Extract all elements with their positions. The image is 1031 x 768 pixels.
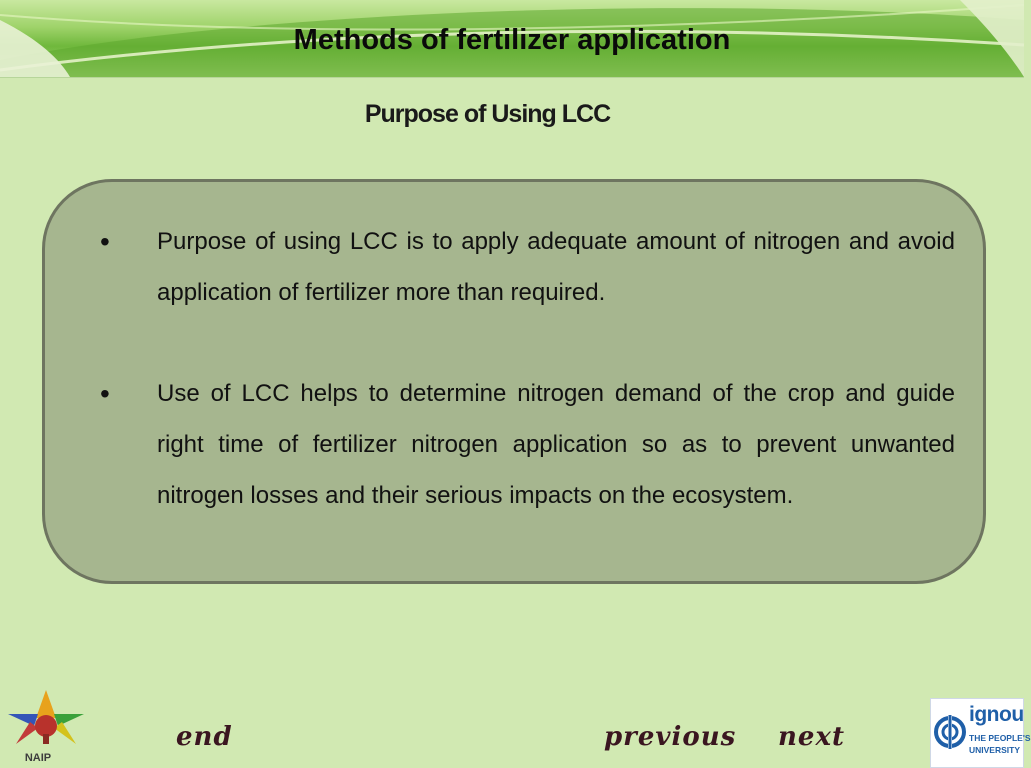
ignou-tagline-1: THE PEOPLE'S bbox=[969, 733, 1031, 743]
bullet-text: Purpose of using LCC is to apply adequate amount of nitrogen and avoid application of fertilizer more than required. bbox=[157, 228, 955, 306]
ignou-logo-name: ignou bbox=[969, 703, 1024, 726]
ignou-tagline-2: UNIVERSITY bbox=[969, 745, 1021, 755]
bullet-icon: • bbox=[100, 378, 110, 409]
bullet-icon: • bbox=[100, 226, 110, 257]
bullet-text: Use of LCC helps to determine nitrogen demand of the crop and guide right time of fertilizer nitrogen application so as to prevent unwanted nitrogen losses and their serious impacts on the ecosystem. bbox=[157, 380, 955, 509]
content-panel bbox=[42, 179, 986, 584]
ignou-emblem-icon bbox=[933, 707, 967, 757]
previous-link[interactable]: previous bbox=[604, 722, 737, 752]
end-link[interactable]: end bbox=[176, 722, 233, 752]
section-subtitle: Purpose of Using LCC bbox=[364, 100, 611, 128]
page-title: Methods of fertilizer application bbox=[293, 24, 731, 56]
naip-logo-caption: NAIP bbox=[24, 752, 52, 764]
next-link[interactable]: next bbox=[778, 722, 845, 752]
ignou-logo bbox=[930, 698, 1031, 768]
